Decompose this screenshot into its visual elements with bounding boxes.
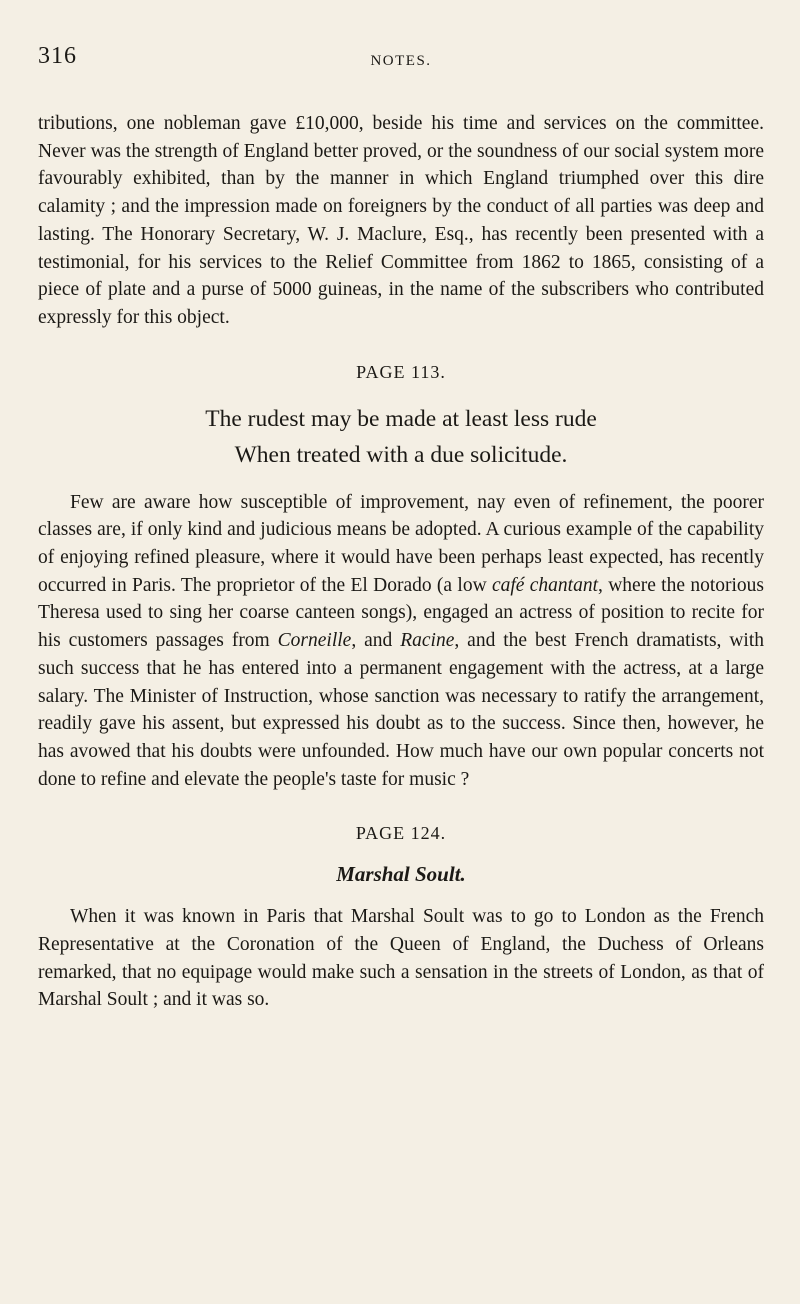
section-heading-page-124: PAGE 124.: [355, 823, 447, 844]
paragraph-text-part-1: Few are aware how susceptible of improvement, nay even of refinement, the poorer classes are, if only kind and judicious means be adopted. A curious example of the capability of enjoying refined pleasure, where it would have been perhaps least expected, has recently occurred in Paris. The proprietor of the El Dorado (a low: [38, 491, 764, 596]
italic-cafe-chantant: café chantant: [491, 574, 599, 596]
paragraph-text-part-3: , and: [351, 630, 401, 652]
verse-line-1: The rudest may be made at least less rude: [205, 405, 597, 432]
section-heading-page-113: PAGE 113.: [356, 361, 446, 382]
paragraph-text-part-2: , where the notorious Theresa used to sing her coarse canteen songs), engaged an actress of position to recite for his customers passages from: [38, 574, 764, 652]
paragraph-text-part-4: , and the best French dramatists, with such success that he has entered into a permanent engagement with the actress, at a large salary. The Minister of Instruction, whose sanction was necessary to ratify the arrangement, readily gave his assent, but expressed his doubt as to the success. Since then, however, he has avowed that his doubts were unfounded. How much have our own popular concerts not done to refine and elevate the people's taste for music ?: [38, 630, 765, 790]
page-header: [38, 0, 764, 74]
section-subtitle-marshal-soult: Marshal Soult.: [336, 862, 466, 887]
epigraph-verse: [38, 401, 764, 473]
italic-corneille: Corneille: [277, 630, 352, 652]
verse-line-2: When treated with a due solicitude.: [234, 441, 568, 468]
italic-racine: Racine: [400, 630, 455, 652]
marshal-soult-paragraph: When it was known in Paris that Marshal Soult was to go to London as the French Representative at the Coronation of the Queen of England, the Duchess of Orleans remarked, that no equipage would make such a sensation in the streets of London, as that of Marshal Soult ; and it was so.: [38, 906, 764, 1011]
page-number: 316: [38, 43, 77, 69]
el-dorado-paragraph: [38, 489, 764, 794]
continuation-paragraph: tributions, one nobleman gave £10,000, beside his time and services on the committee. Never was the strength of England better proved, or the soundness of our social system more favourably exhibited, than by the manner in which England triumphed over this dire calamity ; and the impression made on foreigners by the conduct of all parties was deep and lasting. The Honorary Secretary, W. J. Maclure, Esq., has recently been presented with a testimonial, for his services to the Relief Committee from 1862 to 1865, consisting of a piece of plate and a purse of 5000 guineas, in the name of the subscribers who contributed expressly for this object.: [38, 113, 764, 328]
running-title: NOTES.: [370, 53, 432, 69]
